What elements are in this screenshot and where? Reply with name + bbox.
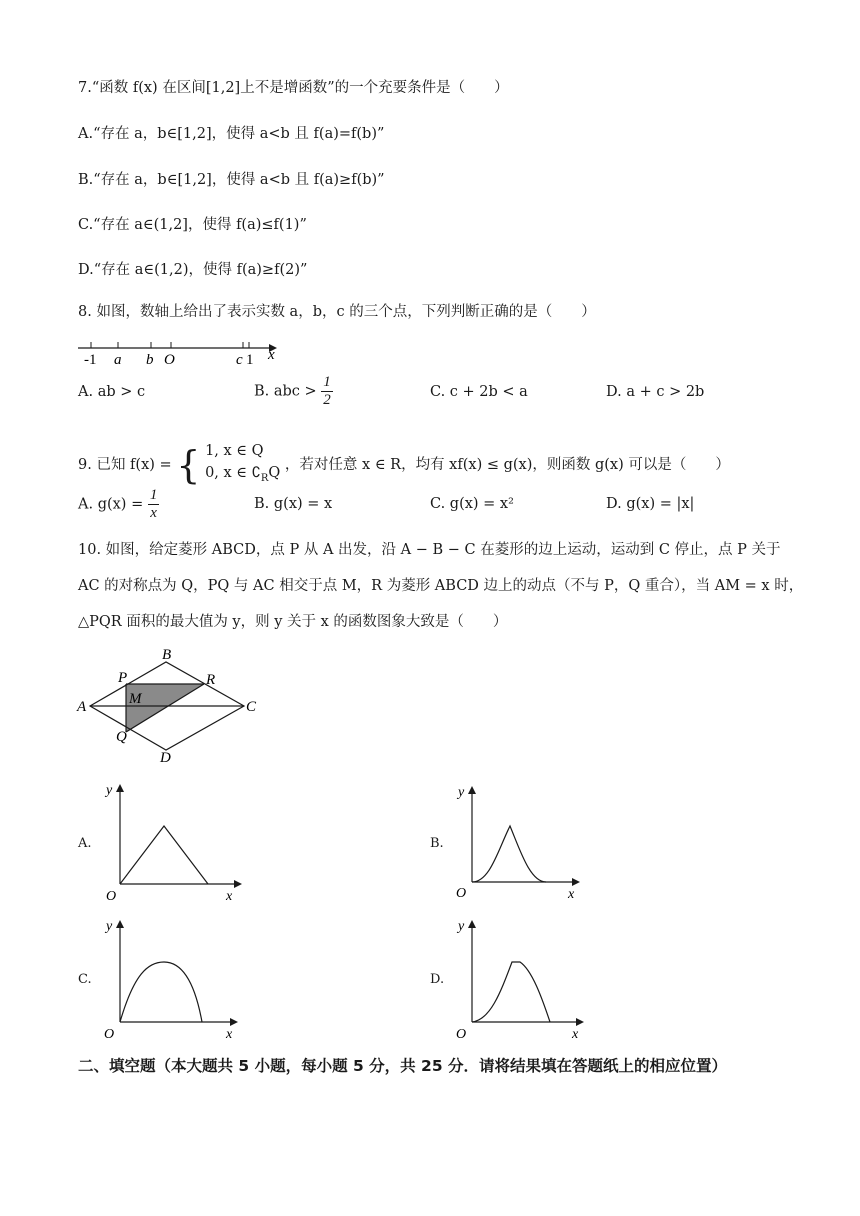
- q10-line-1: 10. 如图，给定菱形 ABCD，点 P 从 A 出发，沿 A − B − C 在菱形的边上运动，运动到 C 停止，点 P 关于: [78, 542, 781, 558]
- q8-option-b-lhs: B. abc >: [254, 383, 317, 400]
- point-r: R: [206, 672, 216, 688]
- q8-stem: 8. 如图，数轴上给出了表示实数 a，b，c 的三个点，下列判断正确的是（ ）: [78, 304, 596, 320]
- vertex-d: D: [160, 750, 171, 766]
- q9-option-d: D. g(x) = |x|: [606, 496, 695, 512]
- q9-case-2-sub: R: [260, 472, 269, 484]
- graph-c-origin: O: [104, 1027, 115, 1038]
- q9-stem: [78, 440, 730, 490]
- section-heading: 二、填空题（本大题共 5 小题，每小题 5 分，共 25 分．请将结果填在答题纸上的相应位置）: [78, 1057, 728, 1075]
- q8-fraction: [321, 374, 333, 409]
- q9-brace: {: [176, 442, 201, 487]
- q8-fraction-den: 2: [323, 392, 331, 408]
- graph-d-x: x: [572, 1027, 579, 1038]
- q10-line-2: AC 的对称点为 Q，PQ 与 AC 相交于点 M，R 为菱形 ABCD 边上的动点（不与 P，Q 重合），当 AM = x 时，: [78, 578, 804, 594]
- q7-option-d: D.“存在 a∈(1,2)，使得 f(a)≥f(2)”: [78, 262, 308, 278]
- graph-b-y: y: [458, 785, 465, 800]
- q8-fraction-num: 1: [323, 374, 331, 390]
- rhombus-figure: [74, 644, 274, 768]
- q9-cases: [205, 440, 280, 490]
- q9-option-a: [78, 487, 159, 522]
- number-line: [76, 340, 286, 370]
- graph-c-label: C.: [78, 972, 92, 987]
- graph-b: [450, 780, 590, 904]
- graph-d-curve: [472, 962, 550, 1022]
- q9-option-b: B. g(x) = x: [254, 496, 333, 512]
- vertex-c: C: [246, 699, 257, 715]
- graph-c-y: y: [106, 919, 113, 934]
- graph-a-y: y: [106, 783, 113, 798]
- graph-d-y: y: [458, 919, 465, 934]
- label-one: 1: [246, 352, 254, 368]
- q8-option-b: [254, 374, 333, 409]
- label-minus-one: -1: [84, 352, 97, 368]
- graph-a-curve: [120, 826, 208, 884]
- q10-line-3: △PQR 面积的最大值为 y，则 y 关于 x 的函数图象大致是（ ）: [78, 614, 508, 630]
- graph-d-origin: O: [456, 1027, 467, 1038]
- label-c: c: [236, 352, 243, 368]
- q7-option-a: A.“存在 a，b∈[1,2]，使得 a<b 且 f(a)=f(b)”: [78, 126, 385, 142]
- q9-f-def: 9. 已知 f(x) =: [78, 456, 172, 473]
- graph-d: [450, 914, 590, 1038]
- graph-a-origin: O: [106, 889, 117, 904]
- point-q: Q: [116, 729, 127, 745]
- graph-a: [98, 780, 248, 904]
- vertex-b: B: [162, 647, 172, 663]
- q9-case-2: [205, 462, 280, 490]
- q8-option-c: C. c + 2b < a: [430, 384, 528, 400]
- q9-fraction: [148, 487, 160, 522]
- point-m: M: [129, 691, 142, 707]
- q9-option-a-lhs: A. g(x) =: [78, 496, 144, 513]
- q7-stem: 7.“函数 f(x) 在区间[1,2]上不是增函数”的一个充要条件是（ ）: [78, 80, 509, 96]
- graph-a-label: A.: [78, 836, 92, 851]
- graph-b-label: B.: [430, 836, 444, 851]
- graph-c: [98, 914, 248, 1038]
- vertex-a: A: [77, 699, 87, 715]
- label-x: x: [268, 347, 275, 363]
- label-b: b: [146, 352, 154, 368]
- q9-case-1: 1, x ∈ Q: [205, 443, 264, 459]
- graph-a-x: x: [226, 889, 233, 904]
- q9-fraction-den: x: [150, 505, 157, 521]
- q9-fraction-num: 1: [149, 487, 158, 503]
- label-o: O: [164, 352, 175, 368]
- graph-d-label: D.: [430, 972, 445, 987]
- graph-b-curve: [472, 826, 546, 882]
- q8-option-d: D. a + c > 2b: [606, 384, 705, 400]
- q9-option-c: C. g(x) = x²: [430, 496, 514, 512]
- graph-c-x: x: [226, 1027, 233, 1038]
- graph-c-curve: [120, 962, 202, 1022]
- q7-option-b: B.“存在 a，b∈[1,2]，使得 a<b 且 f(a)≥f(b)”: [78, 172, 385, 188]
- q7-option-c: C.“存在 a∈(1,2]，使得 f(a)≤f(1)”: [78, 217, 307, 233]
- point-p: P: [118, 670, 128, 686]
- q9-condition: ，若对任意 x ∈ R，均有 xf(x) ≤ g(x)，则函数 g(x) 可以是（ ）: [284, 456, 730, 473]
- graph-b-x: x: [568, 887, 575, 902]
- q9-case-2-tail: Q: [268, 465, 281, 481]
- q9-case-2-body: 0, x ∈ ∁: [205, 465, 261, 481]
- q8-option-a: A. ab > c: [78, 384, 146, 400]
- graph-b-origin: O: [456, 886, 467, 901]
- label-a: a: [114, 352, 122, 368]
